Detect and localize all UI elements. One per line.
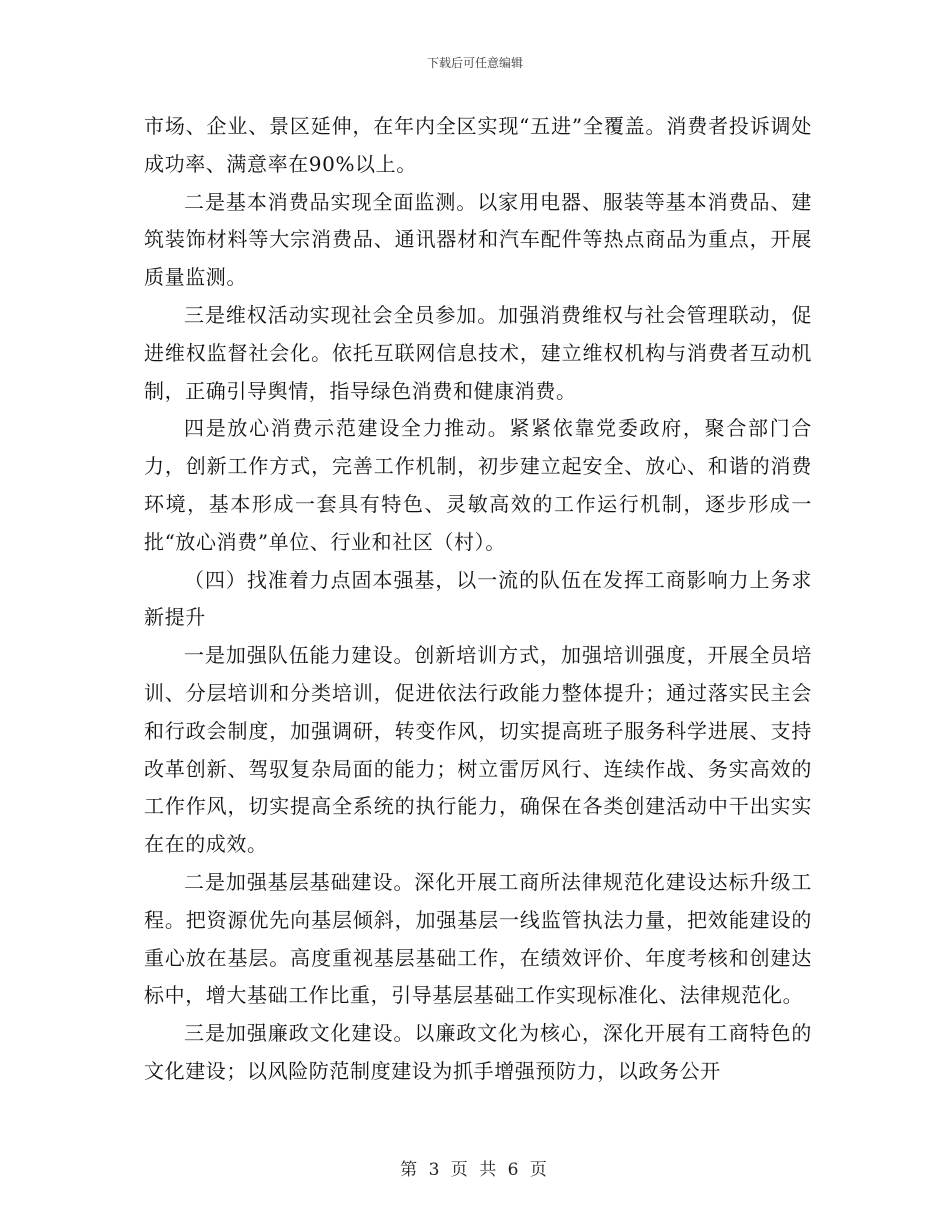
paragraph-2: 二是基本消费品实现全面监测。以家用电器、服装等基本消费品、建筑装饰材料等大宗消费品、通讯器材和汽车配件等热点商品为重点，开展质量监测。 (144, 189, 812, 290)
page-label-mid1: 页 (450, 1160, 471, 1180)
total-pages-number: 6 (507, 1160, 522, 1180)
paragraph-3: 三是维权活动实现社会全员参加。加强消费维权与社会管理联动，促进维权监督社会化。依托互联网信息技术，建立维权机构与消费者互动机制，正确引导舆情，指导绿色消费和健康消费。 (144, 302, 812, 403)
paragraph-8: 三是加强廉政文化建设。以廉政文化为核心，深化开展有工商特色的文化建设；以风险防范制度建设为抓手增强预防力，以政务公开 (144, 1021, 812, 1083)
page-footer (0, 1155, 950, 1180)
current-page-number: 3 (428, 1160, 443, 1180)
paragraph-1: 市场、企业、景区延伸，在年内全区实现“五进”全覆盖。消费者投诉调处成功率、满意率在90%以上。 (144, 114, 812, 176)
paragraph-4: 四是放心消费示范建设全力推动。紧紧依靠党委政府，聚合部门合力，创新工作方式，完善工作机制，初步建立起安全、放心、和谐的消费环境，基本形成一套具有特色、灵敏高效的工作运行机制，逐步形成一批“放心消费”单位、行业和社区（村）。 (144, 416, 812, 554)
page-label-mid2: 共 (479, 1160, 500, 1180)
paragraph-6: 一是加强队伍能力建设。创新培训方式，加强培训强度，开展全员培训、分层培训和分类培训，促进依法行政能力整体提升；通过落实民主会和行政会制度，加强调研，转变作风，切实提高班子服务科学进展、支持改革创新、驾驭复杂局面的能力；树立雷厉风行、连续作战、务实高效的工作作风，切实提高全系统的执行能力，确保在各类创建活动中干出实实在在的成效。 (144, 643, 812, 857)
page-label-suffix: 页 (529, 1160, 550, 1180)
paragraph-7: 二是加强基层基础建设。深化开展工商所法律规范化建设达标升级工程。把资源优先向基层倾斜，加强基层一线监管执法力量，把效能建设的重心放在基层。高度重视基层基础工作，在绩效评价、年度考核和创建达标中，增大基础工作比重，引导基层基础工作实现标准化、法律规范化。 (144, 869, 812, 1008)
page-header: 下载后可任意编辑 (426, 56, 523, 70)
section-heading-4: （四）找准着力点固本强基，以一流的队伍在发挥工商影响力上务求新提升 (144, 567, 812, 630)
page-label-prefix: 第 (400, 1160, 421, 1180)
document-body (144, 108, 812, 1091)
